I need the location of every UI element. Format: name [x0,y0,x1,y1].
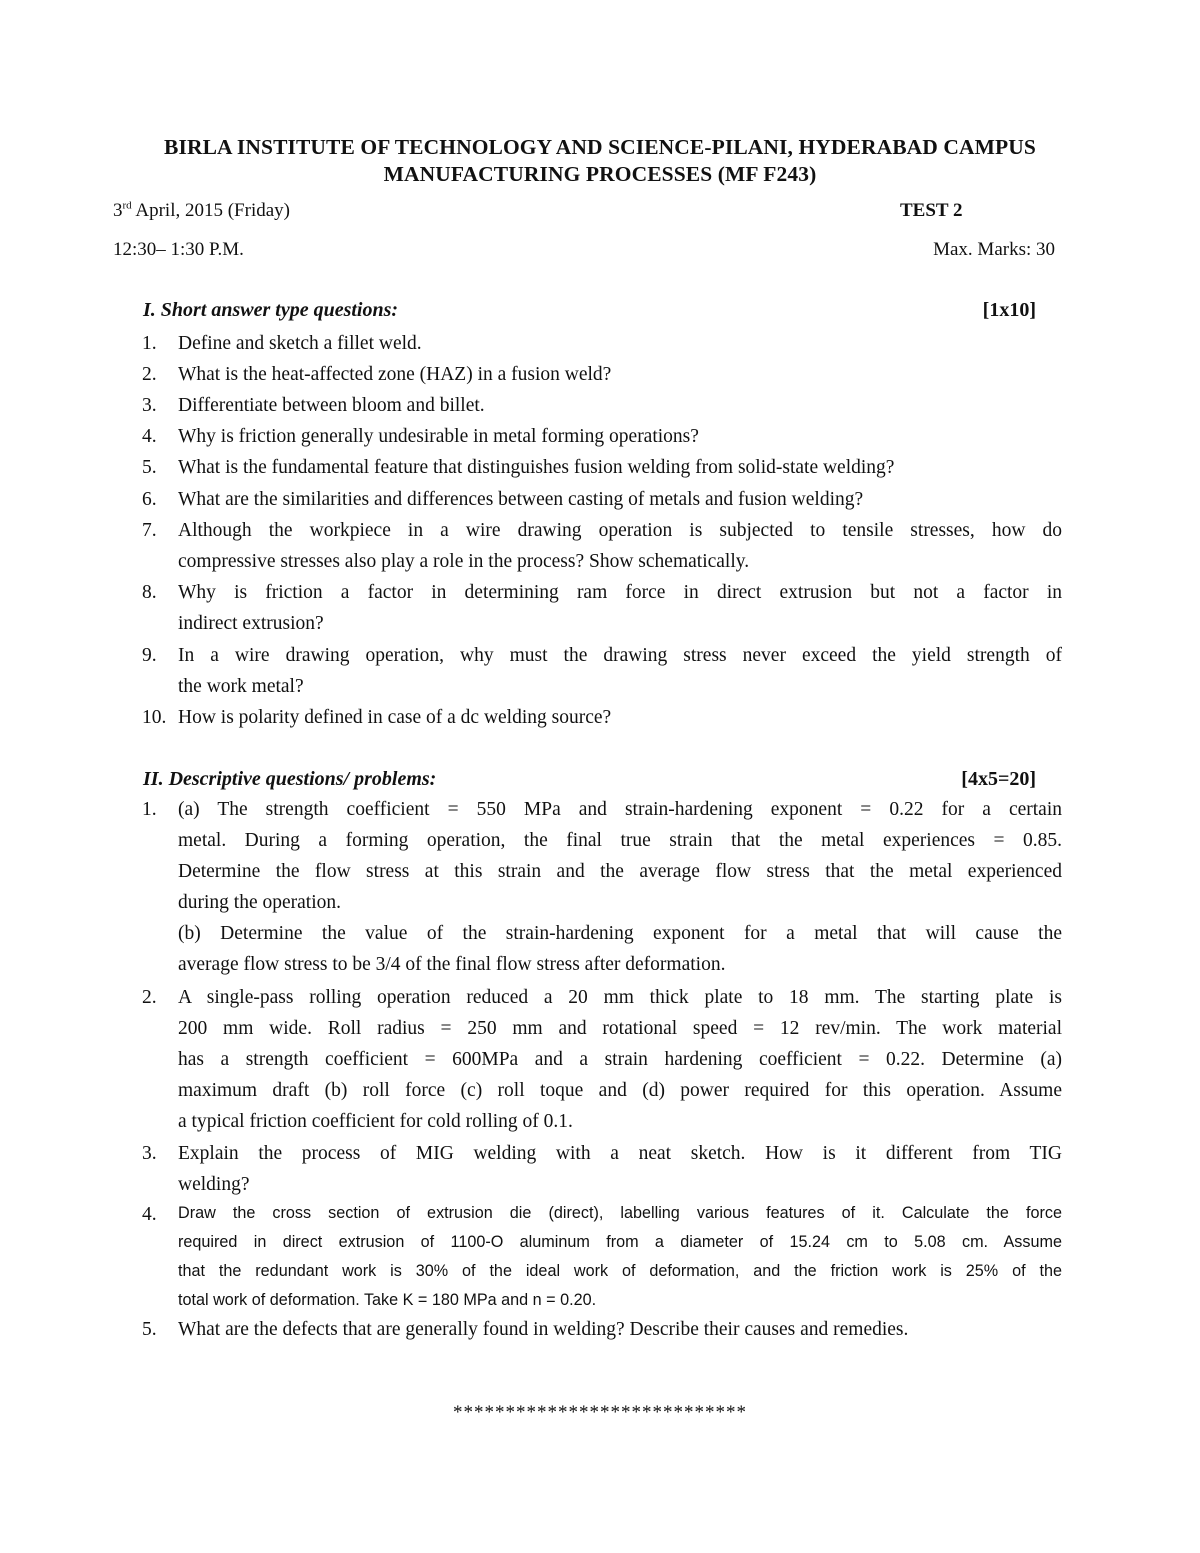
section2-heading [143,768,1036,791]
end-marker: **************************** [453,1402,747,1423]
question-text [178,390,1062,421]
question-text [178,1314,1062,1345]
section2-marks: [4x5=20] [961,768,1036,790]
question-line: Why is friction generally undesirable in metal forming operations? [178,426,699,447]
question-line: Determine the flow stress at this strain and the average flow stress that the metal experienced [178,861,1062,882]
question-text [178,1138,1062,1200]
max-marks: Max. Marks: 30 [933,239,1055,260]
question-line: metal. During a forming operation, the final true strain that the metal experiences = 0.85. [178,830,1062,851]
question-line: What is the fundamental feature that distinguishes fusion welding from solid-state welding? [178,457,895,478]
question-line: welding? [178,1174,250,1195]
question-line: What is the heat-affected zone (HAZ) in a fusion weld? [178,364,612,385]
institute-title: BIRLA INSTITUTE OF TECHNOLOGY AND SCIENCE-PILANI, HYDERABAD CAMPUS [164,135,1036,159]
test-label: TEST 2 [900,200,963,221]
question-line: What are the similarities and differences between casting of metals and fusion welding? [178,489,864,510]
question-number: 8. [142,582,157,603]
date-suffix: rd [122,199,132,212]
question-line: compressive stresses also play a role in the process? Show schematically. [178,551,750,572]
question-line: maximum draft (b) roll force (c) roll toque and (d) power required for this operation. Assume [178,1080,1062,1101]
question-line: 200 mm wide. Roll radius = 250 mm and rotational speed = 12 rev/min. The work material [178,1018,1062,1039]
question-number: 4. [142,426,157,447]
question-text [178,328,1062,359]
question-text [178,421,1062,452]
question-text [178,452,1062,483]
question-number: 3. [142,1143,157,1164]
question-line: has a strength coefficient = 600MPa and a strain hardening coefficient = 0.22. Determine (a) [178,1049,1062,1070]
question-line: (b) Determine the value of the strain-hardening exponent for a metal that will cause the [178,923,1062,944]
question-number: 4. [142,1204,157,1225]
question-line: Draw the cross section of extrusion die (direct), labelling various features of it. Calculate the force [178,1204,1062,1222]
question-number: 1. [142,799,157,820]
question-number: 5. [142,457,157,478]
question-text [178,794,1062,980]
question-text [178,702,1062,733]
question-line: Explain the process of MIG welding with a neat sketch. How is it different from TIG [178,1143,1062,1164]
question-number: 6. [142,489,157,510]
date-rest: April, 2015 (Friday) [131,200,290,221]
question-text [178,484,1062,515]
question-number: 2. [142,987,157,1008]
question-line: Differentiate between bloom and billet. [178,395,485,416]
question-text [178,515,1062,577]
question-number: 9. [142,645,157,666]
section2-title: II. Descriptive questions/ problems: [143,768,437,790]
question-number: 10. [142,707,167,728]
question-number: 1. [142,333,157,354]
question-text [178,359,1062,390]
question-line: required in direct extrusion of 1100-O aluminum from a diameter of 15.24 cm to 5.08 cm. Assume [178,1233,1062,1251]
question-line: How is polarity defined in case of a dc welding source? [178,707,612,728]
question-line: What are the defects that are generally found in welding? Describe their causes and remedies. [178,1319,909,1340]
question-text [178,1199,1062,1315]
question-line: the work metal? [178,676,304,697]
question-line: indirect extrusion? [178,613,324,634]
section1-title: I. Short answer type questions: [143,299,399,321]
question-line: (a) The strength coefficient = 550 MPa and strain-hardening exponent = 0.22 for a certain [178,799,1062,820]
course-title: MANUFACTURING PROCESSES (MF F243) [383,162,817,186]
exam-date [113,200,290,222]
section1-marks: [1x10] [982,299,1036,321]
question-line: Why is friction a factor in determining ram force in direct extrusion but not a factor in [178,582,1062,603]
question-text [178,982,1062,1137]
question-text [178,577,1062,639]
exam-time: 12:30– 1:30 P.M. [113,239,244,260]
question-line: total work of deformation. Take K = 180 MPa and n = 0.20. [178,1291,597,1309]
question-line: a typical friction coefficient for cold rolling of 0.1. [178,1111,573,1132]
section1-heading [143,299,1036,322]
question-line: A single-pass rolling operation reduced a 20 mm thick plate to 18 mm. The starting plate is [178,987,1062,1008]
question-line: Although the workpiece in a wire drawing operation is subjected to tensile stresses, how do [178,520,1062,541]
date-day: 3 [113,200,123,221]
question-line: Define and sketch a fillet weld. [178,333,422,354]
question-line: that the redundant work is 30% of the ideal work of deformation, and the friction work is 25% of the [178,1262,1062,1280]
question-line: average flow stress to be 3/4 of the final flow stress after deformation. [178,954,726,975]
question-number: 2. [142,364,157,385]
question-number: 3. [142,395,157,416]
question-number: 5. [142,1319,157,1340]
question-line: during the operation. [178,892,341,913]
question-number: 7. [142,520,157,541]
question-text [178,640,1062,702]
question-line: In a wire drawing operation, why must the drawing stress never exceed the yield strength of [178,645,1062,666]
